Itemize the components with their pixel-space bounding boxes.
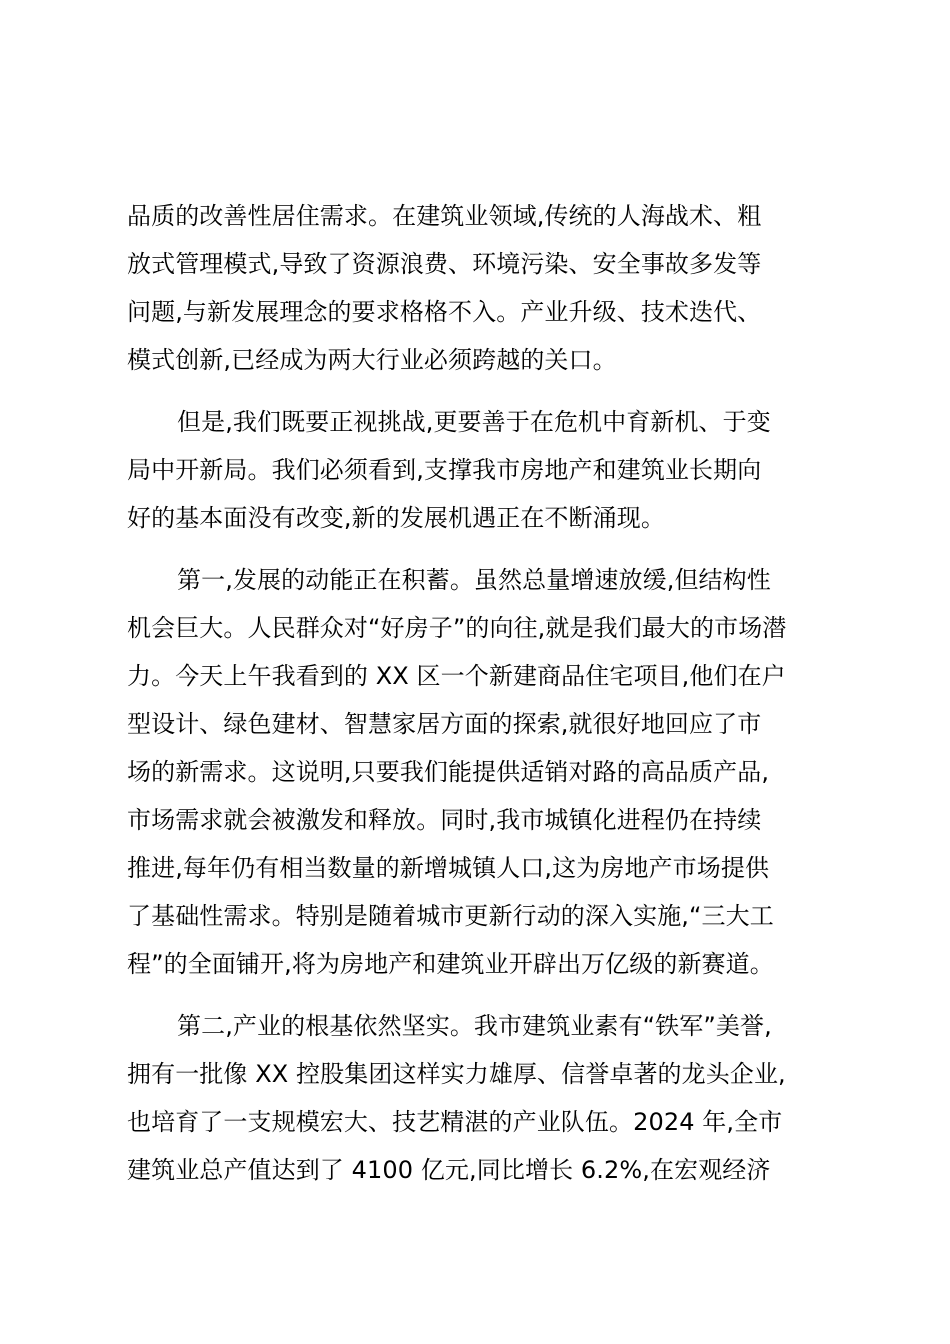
text-line: 模式创新,已经成为两大行业必须跨越的关口。	[127, 346, 617, 374]
text-line: 品质的改善性居住需求。在建筑业领域,传统的人海战术、粗	[127, 202, 762, 230]
text-line: 建筑业总产值达到了 4100 亿元,同比增长 6.2%,在宏观经济	[127, 1156, 771, 1184]
text-line: 机会巨大。人民群众对“好房子”的向往,就是我们最大的市场潜	[127, 614, 787, 642]
text-line: 问题,与新发展理念的要求格格不入。产业升级、技术迭代、	[127, 298, 762, 326]
paragraph-4	[127, 1002, 827, 1194]
document-body	[127, 192, 827, 1208]
text-line: 但是,我们既要正视挑战,更要善于在危机中育新机、于变	[177, 408, 771, 436]
text-line: 力。今天上午我看到的 XX 区一个新建商品住宅项目,他们在户	[127, 662, 786, 690]
text-line: 拥有一批像 XX 控股集团这样实力雄厚、信誉卓著的龙头企业,	[127, 1060, 786, 1088]
text-line: 型设计、绿色建材、智慧家居方面的探索,就很好地回应了市	[127, 710, 762, 738]
text-line: 好的基本面没有改变,新的发展机遇正在不断涌现。	[127, 504, 665, 532]
text-line: 推进,每年仍有相当数量的新增城镇人口,这为房地产市场提供	[127, 854, 770, 882]
paragraph-3	[127, 556, 827, 988]
text-line: 了基础性需求。特别是随着城市更新行动的深入实施,“三大工	[127, 902, 774, 930]
text-line: 局中开新局。我们必须看到,支撑我市房地产和建筑业长期向	[127, 456, 762, 484]
text-line: 场的新需求。这说明,只要我们能提供适销对路的高品质产品,	[127, 758, 770, 786]
text-line: 程”的全面铺开,将为房地产和建筑业开辟出万亿级的新赛道。	[127, 950, 774, 978]
paragraph-2	[127, 398, 827, 542]
paragraph-1	[127, 192, 827, 384]
text-line: 放式管理模式,导致了资源浪费、环境污染、安全事故多发等	[127, 250, 762, 278]
text-line: 第一,发展的动能正在积蓄。虽然总量增速放缓,但结构性	[177, 566, 771, 594]
text-line: 也培育了一支规模宏大、技艺精湛的产业队伍。2024 年,全市	[127, 1108, 783, 1136]
text-line: 第二,产业的根基依然坚实。我市建筑业素有“铁军”美誉,	[177, 1012, 772, 1040]
text-line: 市场需求就会被激发和释放。同时,我市城镇化进程仍在持续	[127, 806, 762, 834]
